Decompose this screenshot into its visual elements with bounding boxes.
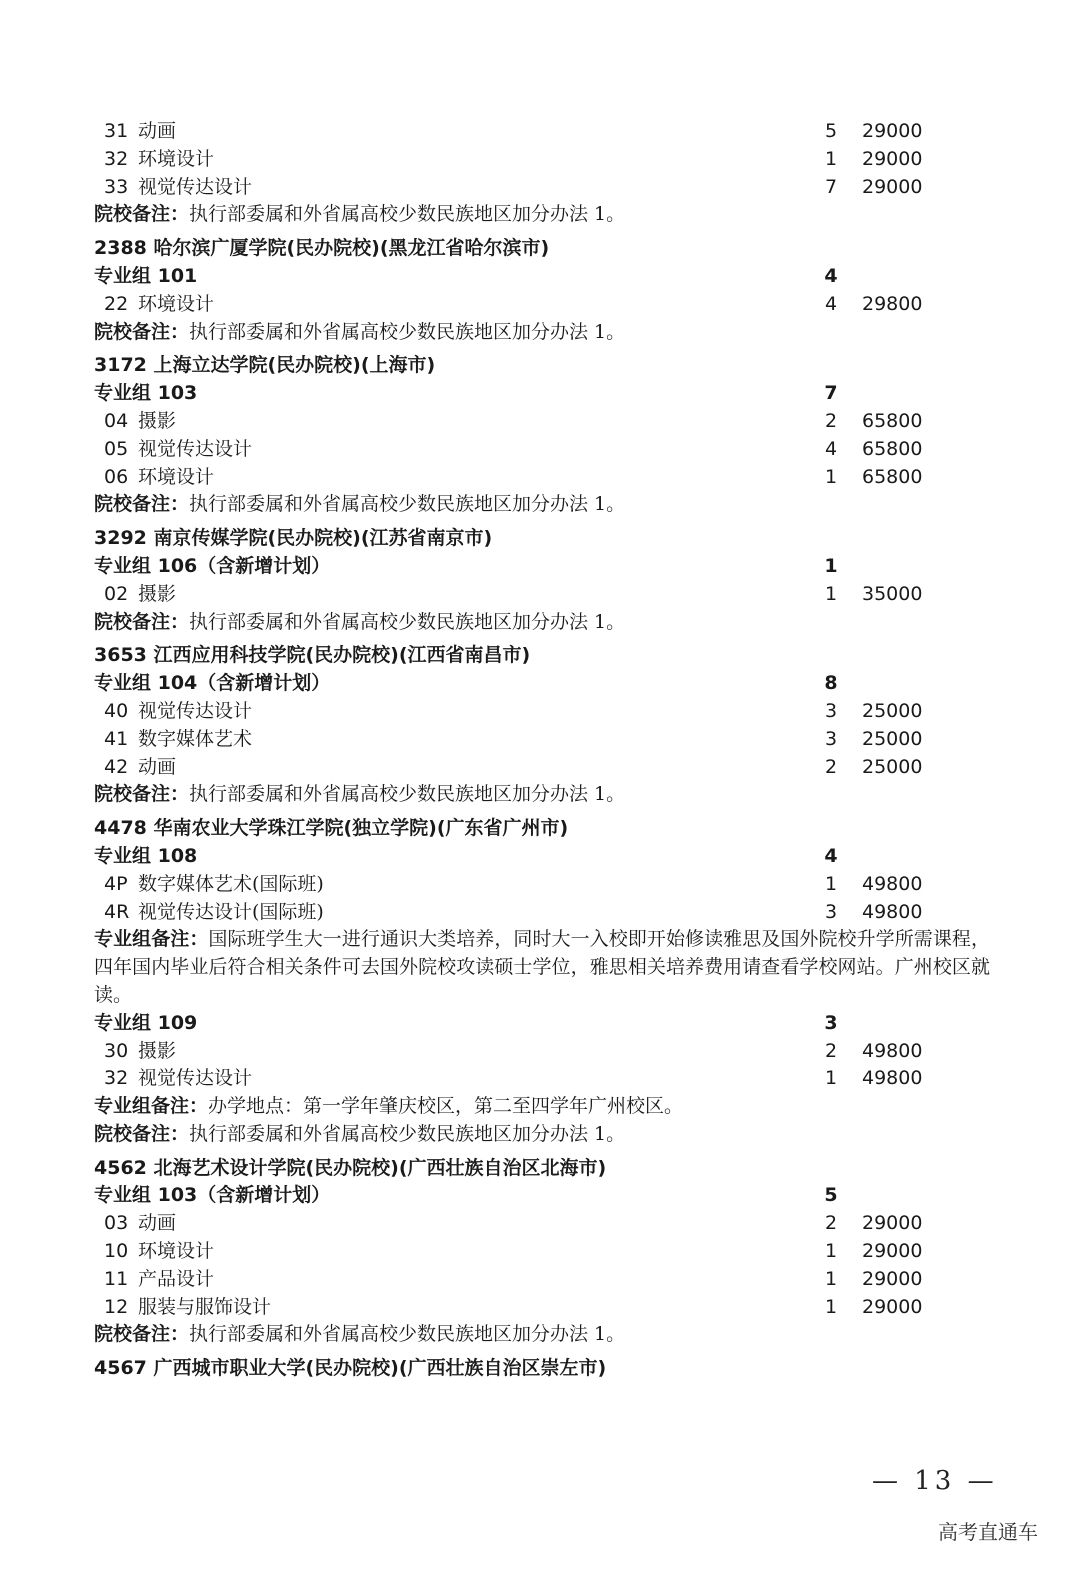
plan-count: 1 — [824, 582, 838, 605]
plan-count: 3 — [824, 900, 838, 923]
tuition-fee: 25000 — [862, 755, 923, 778]
remark-row — [0, 1093, 1080, 1121]
tuition-fee: 29000 — [862, 120, 923, 142]
major-name: 环境设计 — [138, 1240, 215, 1263]
plan-count: 3 — [824, 699, 838, 722]
major-row — [0, 464, 1080, 492]
plan-count: 2 — [824, 1039, 838, 1062]
plan-count: 3 — [824, 727, 838, 750]
major-name: 视觉传达设计 — [138, 699, 253, 722]
remark-text: 执行部委属和外省属高校少数民族地区加分办法 1。 — [189, 783, 626, 806]
remark-label: 院校备注： — [94, 1122, 190, 1145]
major-code: 40 — [104, 699, 129, 722]
major-code: 41 — [104, 727, 129, 750]
remark-text: 执行部委属和外省属高校少数民族地区加分办法 1。 — [189, 203, 626, 226]
remark-label: 专业组备注： — [94, 928, 209, 951]
plan-count: 1 — [824, 1267, 838, 1290]
plan-count: 4 — [824, 437, 838, 460]
major-code: 10 — [104, 1240, 129, 1263]
tuition-fee: 29000 — [862, 1212, 923, 1235]
plan-count: 2 — [824, 1212, 838, 1235]
major-group-label: 专业组 103（含新增计划） — [94, 1184, 331, 1207]
major-name: 服装与服饰设计 — [138, 1295, 272, 1318]
major-name: 视觉传达设计 — [138, 437, 253, 460]
major-name: 环境设计 — [138, 147, 215, 170]
institution-heading: 2388 哈尔滨广厦学院(民办院校)(黑龙江省哈尔滨市) — [94, 237, 550, 260]
remark-row — [0, 1121, 1080, 1149]
plan-count: 1 — [824, 147, 838, 170]
remark-text: 国际班学生大一进行通识大类培养，同时大一入校即开始修读雅思及国外院校升学所需课程，四年国内毕业后符合相关条件可去国外院校攻读硕士学位，雅思相关培养费用请查看学校网站。广州校区就读。 — [94, 928, 990, 1006]
group-plan-count: 1 — [824, 554, 838, 577]
plan-count: 1 — [824, 1067, 838, 1090]
major-code: 02 — [104, 582, 129, 605]
major-row — [0, 581, 1080, 609]
major-row — [0, 871, 1080, 899]
tuition-fee: 65800 — [862, 465, 923, 488]
remark-label: 院校备注： — [94, 783, 190, 806]
remark-text: 办学地点：第一学年肇庆校区，第二至四学年广州校区。 — [208, 1095, 684, 1118]
tuition-fee: 65800 — [862, 437, 923, 460]
tuition-fee: 29000 — [862, 175, 923, 198]
major-code: 05 — [104, 437, 129, 460]
major-row — [0, 754, 1080, 782]
major-group-label: 专业组 104（含新增计划） — [94, 672, 331, 695]
institution-heading: 3653 江西应用科技学院(民办院校)(江西省南昌市) — [94, 644, 531, 667]
remark-row — [0, 319, 1080, 347]
major-row — [0, 118, 1080, 146]
remark-label: 院校备注： — [94, 203, 190, 226]
remark-label: 院校备注： — [94, 493, 190, 516]
major-code: 33 — [104, 175, 129, 198]
major-name: 动画 — [138, 120, 177, 142]
major-code: 11 — [104, 1267, 129, 1290]
plan-count: 5 — [824, 120, 838, 142]
major-name: 摄影 — [138, 409, 177, 432]
tuition-fee: 65800 — [862, 409, 923, 432]
major-group-label: 专业组 108 — [94, 844, 198, 867]
remark-label: 院校备注： — [94, 610, 190, 633]
major-row — [0, 1038, 1080, 1066]
major-group-label: 专业组 106（含新增计划） — [94, 554, 331, 577]
major-row — [0, 174, 1080, 202]
tuition-fee: 25000 — [862, 727, 923, 750]
major-code: 4P — [104, 872, 128, 895]
remark-row — [0, 491, 1080, 519]
institution-heading: 4478 华南农业大学珠江学院(独立学院)(广东省广州市) — [94, 817, 569, 840]
remark-label: 专业组备注： — [94, 1095, 209, 1118]
tuition-fee: 29000 — [862, 1267, 923, 1290]
group-plan-count: 4 — [824, 844, 838, 867]
major-name: 视觉传达设计 — [138, 1067, 253, 1090]
major-group-row — [0, 263, 1080, 291]
tuition-fee: 29000 — [862, 1295, 923, 1318]
plan-count: 2 — [824, 409, 838, 432]
tuition-fee: 49800 — [862, 872, 923, 895]
institution-heading: 4567 广西城市职业大学(民办院校)(广西壮族自治区崇左市) — [94, 1357, 607, 1380]
tuition-fee: 49800 — [862, 1067, 923, 1090]
major-code: 32 — [104, 1067, 129, 1090]
major-name: 产品设计 — [138, 1267, 215, 1290]
major-name: 环境设计 — [138, 465, 215, 488]
tuition-fee: 25000 — [862, 699, 923, 722]
remark-text: 执行部委属和外省属高校少数民族地区加分办法 1。 — [189, 1323, 626, 1346]
major-name: 视觉传达设计 — [138, 175, 253, 198]
major-group-row — [0, 1010, 1080, 1038]
group-remark-paragraph — [0, 926, 1080, 1009]
major-name: 数字媒体艺术(国际班) — [138, 872, 324, 895]
remark-label: 院校备注： — [94, 1323, 190, 1346]
plan-count: 1 — [824, 465, 838, 488]
plan-count: 1 — [824, 1240, 838, 1263]
tuition-fee: 29000 — [862, 1240, 923, 1263]
major-row — [0, 1065, 1080, 1093]
tuition-fee: 49800 — [862, 1039, 923, 1062]
major-row — [0, 726, 1080, 754]
major-row — [0, 436, 1080, 464]
group-plan-count: 3 — [824, 1011, 838, 1034]
plan-count: 1 — [824, 872, 838, 895]
group-plan-count: 5 — [824, 1184, 838, 1207]
major-code: 03 — [104, 1212, 129, 1235]
watermark: 高考直通车 — [938, 1520, 1038, 1544]
admission-plan-list — [0, 118, 1080, 1383]
plan-count: 4 — [824, 292, 838, 315]
major-group-row — [0, 1182, 1080, 1210]
major-code: 4R — [104, 900, 130, 923]
remark-row — [0, 201, 1080, 229]
major-group-label: 专业组 103 — [94, 382, 198, 405]
major-name: 动画 — [138, 755, 177, 778]
major-code: 12 — [104, 1295, 129, 1318]
major-row — [0, 899, 1080, 927]
major-row — [0, 1266, 1080, 1294]
major-row — [0, 1210, 1080, 1238]
major-row — [0, 146, 1080, 174]
institution-heading: 3172 上海立达学院(民办院校)(上海市) — [94, 354, 436, 377]
tuition-fee: 29000 — [862, 147, 923, 170]
remark-row — [0, 609, 1080, 637]
major-name: 数字媒体艺术 — [138, 727, 253, 750]
remark-text: 执行部委属和外省属高校少数民族地区加分办法 1。 — [189, 610, 626, 633]
major-code: 42 — [104, 755, 129, 778]
major-group-row — [0, 380, 1080, 408]
major-code: 32 — [104, 147, 129, 170]
institution-heading: 4562 北海艺术设计学院(民办院校)(广西壮族自治区北海市) — [94, 1156, 607, 1179]
major-code: 22 — [104, 292, 129, 315]
major-row — [0, 1294, 1080, 1322]
remark-text: 执行部委属和外省属高校少数民族地区加分办法 1。 — [189, 320, 626, 343]
major-group-label: 专业组 101 — [94, 264, 198, 287]
group-plan-count: 4 — [824, 264, 838, 287]
major-code: 04 — [104, 409, 129, 432]
major-code: 06 — [104, 465, 129, 488]
page-number: — 13 — — [872, 1466, 998, 1496]
tuition-fee: 49800 — [862, 900, 923, 923]
tuition-fee: 29800 — [862, 292, 923, 315]
major-row — [0, 291, 1080, 319]
major-row — [0, 1238, 1080, 1266]
major-name: 动画 — [138, 1212, 177, 1235]
major-group-row — [0, 843, 1080, 871]
remark-text: 执行部委属和外省属高校少数民族地区加分办法 1。 — [189, 493, 626, 516]
tuition-fee: 35000 — [862, 582, 923, 605]
major-group-row — [0, 553, 1080, 581]
remark-label: 院校备注： — [94, 320, 190, 343]
major-row — [0, 408, 1080, 436]
major-name: 摄影 — [138, 1039, 177, 1062]
major-name: 环境设计 — [138, 292, 215, 315]
plan-count: 2 — [824, 755, 838, 778]
major-row — [0, 698, 1080, 726]
plan-count: 1 — [824, 1295, 838, 1318]
remark-row — [0, 1321, 1080, 1349]
major-group-label: 专业组 109 — [94, 1011, 198, 1034]
major-name: 摄影 — [138, 582, 177, 605]
plan-count: 7 — [824, 175, 838, 198]
remark-text: 执行部委属和外省属高校少数民族地区加分办法 1。 — [189, 1122, 626, 1145]
major-code: 31 — [104, 120, 129, 142]
remark-row — [0, 781, 1080, 809]
major-code: 30 — [104, 1039, 129, 1062]
group-plan-count: 7 — [824, 382, 838, 405]
group-plan-count: 8 — [824, 672, 838, 695]
major-group-row — [0, 670, 1080, 698]
major-name: 视觉传达设计(国际班) — [138, 900, 324, 923]
institution-heading: 3292 南京传媒学院(民办院校)(江苏省南京市) — [94, 527, 493, 550]
